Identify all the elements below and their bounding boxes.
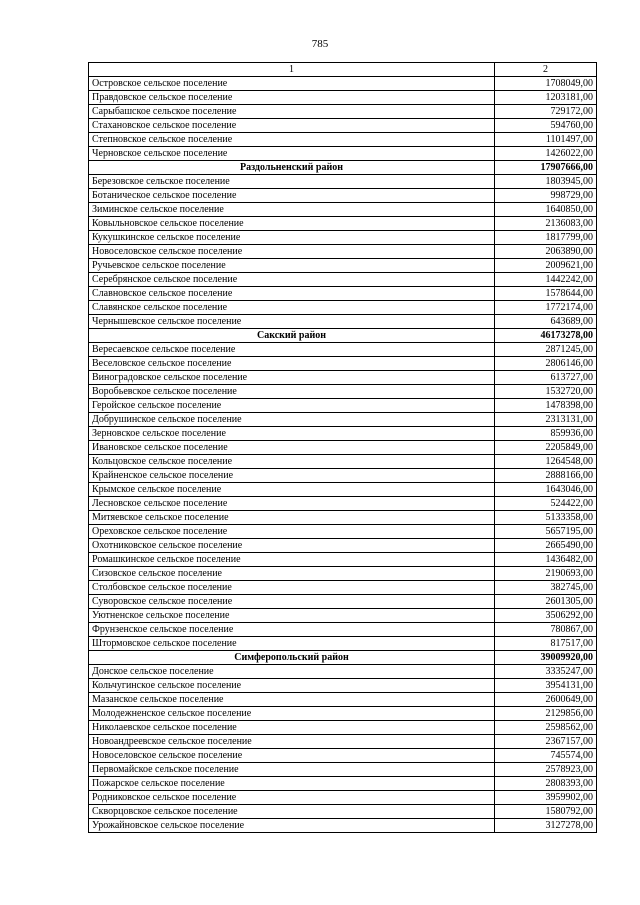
district-name: Симферопольский район [89,651,495,665]
table-row [89,301,597,315]
table-row [89,385,597,399]
table-row [89,343,597,357]
settlement-name: Зерновское сельское поселение [89,427,495,441]
settlement-amount: 2600649,00 [495,693,597,707]
settlement-name: Урожайновское сельское поселение [89,819,495,833]
settlement-name: Столбовское сельское поселение [89,581,495,595]
settlement-name: Новоандреевское сельское поселение [89,735,495,749]
settlement-name: Крайненское сельское поселение [89,469,495,483]
table-row [89,791,597,805]
settlement-amount: 613727,00 [495,371,597,385]
settlement-amount: 2129856,00 [495,707,597,721]
table-row [89,553,597,567]
settlement-name: Сизовское сельское поселение [89,567,495,581]
table-row [89,623,597,637]
settlement-amount: 1708049,00 [495,77,597,91]
table-row [89,189,597,203]
table-row [89,441,597,455]
settlement-amount: 2808393,00 [495,777,597,791]
table-row [89,637,597,651]
settlement-name: Вересаевское сельское поселение [89,343,495,357]
table-row [89,777,597,791]
settlement-amount: 3335247,00 [495,665,597,679]
settlement-amount: 1101497,00 [495,133,597,147]
header-row [89,63,597,77]
settlement-name: Черновское сельское поселение [89,147,495,161]
table-row [89,497,597,511]
settlement-amount: 1640850,00 [495,203,597,217]
settlement-amount: 2063890,00 [495,245,597,259]
table-row [89,371,597,385]
table-row [89,525,597,539]
settlement-amount: 2665490,00 [495,539,597,553]
settlement-amount: 2888166,00 [495,469,597,483]
settlement-name: Веселовское сельское поселение [89,357,495,371]
table-row [89,217,597,231]
settlement-amount: 780867,00 [495,623,597,637]
settlement-amount: 2205849,00 [495,441,597,455]
settlement-amount: 729172,00 [495,105,597,119]
table-row [89,763,597,777]
settlement-amount: 817517,00 [495,637,597,651]
settlement-amount: 594760,00 [495,119,597,133]
settlement-amount: 2806146,00 [495,357,597,371]
settlement-name: Пожарское сельское поселение [89,777,495,791]
settlement-amount: 1478398,00 [495,399,597,413]
table-row [89,721,597,735]
table-row [89,315,597,329]
settlement-name: Родниковское сельское поселение [89,791,495,805]
settlement-amount: 382745,00 [495,581,597,595]
settlement-name: Донское сельское поселение [89,665,495,679]
settlement-amount: 3127278,00 [495,819,597,833]
budget-table [88,62,597,833]
settlement-name: Мазанское сельское поселение [89,693,495,707]
settlement-name: Новоселовское сельское поселение [89,749,495,763]
settlement-amount: 1203181,00 [495,91,597,105]
settlement-name: Геройское сельское поселение [89,399,495,413]
table-row [89,77,597,91]
settlement-amount: 1426022,00 [495,147,597,161]
settlement-amount: 745574,00 [495,749,597,763]
settlement-name: Островское сельское поселение [89,77,495,91]
settlement-amount: 1772174,00 [495,301,597,315]
table-row [89,539,597,553]
settlement-amount: 1264548,00 [495,455,597,469]
settlement-name: Виноградовское сельское поселение [89,371,495,385]
table-row [89,273,597,287]
settlement-name: Воробьевское сельское поселение [89,385,495,399]
district-name: Раздольненский район [89,161,495,175]
table-row [89,231,597,245]
table-row [89,819,597,833]
table-row [89,805,597,819]
table-row [89,413,597,427]
district-name: Сакский район [89,329,495,343]
table-body [89,77,597,833]
table-header [89,63,597,77]
settlement-name: Ромашкинское сельское поселение [89,553,495,567]
table-row [89,133,597,147]
settlement-amount: 2190693,00 [495,567,597,581]
settlement-amount: 1580792,00 [495,805,597,819]
table-row [89,735,597,749]
settlement-name: Кольцовское сельское поселение [89,455,495,469]
table-row [89,595,597,609]
settlement-name: Крымское сельское поселение [89,483,495,497]
settlement-amount: 1817799,00 [495,231,597,245]
page-number: 785 [311,38,329,50]
settlement-amount: 2578923,00 [495,763,597,777]
table-row [89,567,597,581]
settlement-name: Ботаническое сельское поселение [89,189,495,203]
table-row [89,469,597,483]
settlement-name: Штормовское сельское поселение [89,637,495,651]
settlement-name: Фрунзенское сельское поселение [89,623,495,637]
settlement-name: Кольчугинское сельское поселение [89,679,495,693]
settlement-name: Лесновское сельское поселение [89,497,495,511]
table-row [89,511,597,525]
district-row [89,651,597,665]
table-row [89,259,597,273]
table-row [89,427,597,441]
settlement-name: Правдовское сельское поселение [89,91,495,105]
settlement-name: Охотниковское сельское поселение [89,539,495,553]
settlement-amount: 2313131,00 [495,413,597,427]
district-total: 46173278,00 [495,329,597,343]
table-row [89,119,597,133]
table-row [89,91,597,105]
table-row [89,105,597,119]
settlement-amount: 3506292,00 [495,609,597,623]
settlement-amount: 1578644,00 [495,287,597,301]
settlement-name: Зиминское сельское поселение [89,203,495,217]
settlement-amount: 2009621,00 [495,259,597,273]
table-row [89,483,597,497]
settlement-amount: 3954131,00 [495,679,597,693]
settlement-name: Ковыльновское сельское поселение [89,217,495,231]
settlement-amount: 2367157,00 [495,735,597,749]
settlement-name: Добрушинское сельское поселение [89,413,495,427]
settlement-name: Стахановское сельское поселение [89,119,495,133]
settlement-name: Чернышевское сельское поселение [89,315,495,329]
district-total: 39009920,00 [495,651,597,665]
settlement-amount: 1436482,00 [495,553,597,567]
table-row [89,175,597,189]
table-row [89,707,597,721]
settlement-name: Уютненское сельское поселение [89,609,495,623]
table-row [89,609,597,623]
settlement-name: Митяевское сельское поселение [89,511,495,525]
settlement-amount: 859936,00 [495,427,597,441]
settlement-amount: 5133358,00 [495,511,597,525]
settlement-amount: 3959902,00 [495,791,597,805]
settlement-amount: 2598562,00 [495,721,597,735]
settlement-name: Кукушкинское сельское поселение [89,231,495,245]
table-row [89,357,597,371]
settlement-amount: 998729,00 [495,189,597,203]
settlement-name: Николаевское сельское поселение [89,721,495,735]
table-row [89,679,597,693]
table-row [89,147,597,161]
settlement-name: Славновское сельское поселение [89,287,495,301]
settlement-name: Березовское сельское поселение [89,175,495,189]
district-total: 17907666,00 [495,161,597,175]
settlement-name: Сарыбашское сельское поселение [89,105,495,119]
settlement-name: Первомайское сельское поселение [89,763,495,777]
settlement-amount: 1803945,00 [495,175,597,189]
settlement-name: Ореховское сельское поселение [89,525,495,539]
settlement-name: Степновское сельское поселение [89,133,495,147]
settlement-name: Новоселовское сельское поселение [89,245,495,259]
table-row [89,693,597,707]
table-row [89,665,597,679]
settlement-amount: 5657195,00 [495,525,597,539]
settlement-amount: 643689,00 [495,315,597,329]
district-row [89,161,597,175]
settlement-name: Славянское сельское поселение [89,301,495,315]
column-number-1: 1 [89,63,495,77]
settlement-amount: 2871245,00 [495,343,597,357]
table-row [89,399,597,413]
settlement-name: Молодежненское сельское поселение [89,707,495,721]
district-row [89,329,597,343]
settlement-amount: 1643046,00 [495,483,597,497]
table-row [89,581,597,595]
table-row [89,287,597,301]
settlement-amount: 1532720,00 [495,385,597,399]
table-row [89,203,597,217]
settlement-amount: 1442242,00 [495,273,597,287]
settlement-amount: 2136083,00 [495,217,597,231]
column-number-2: 2 [495,63,597,77]
settlement-name: Серебрянское сельское поселение [89,273,495,287]
settlement-amount: 2601305,00 [495,595,597,609]
settlement-name: Ручьевское сельское поселение [89,259,495,273]
table-row [89,455,597,469]
settlement-name: Ивановское сельское поселение [89,441,495,455]
table-row [89,245,597,259]
settlement-amount: 524422,00 [495,497,597,511]
settlement-name: Суворовское сельское поселение [89,595,495,609]
settlement-name: Скворцовское сельское поселение [89,805,495,819]
table-row [89,749,597,763]
